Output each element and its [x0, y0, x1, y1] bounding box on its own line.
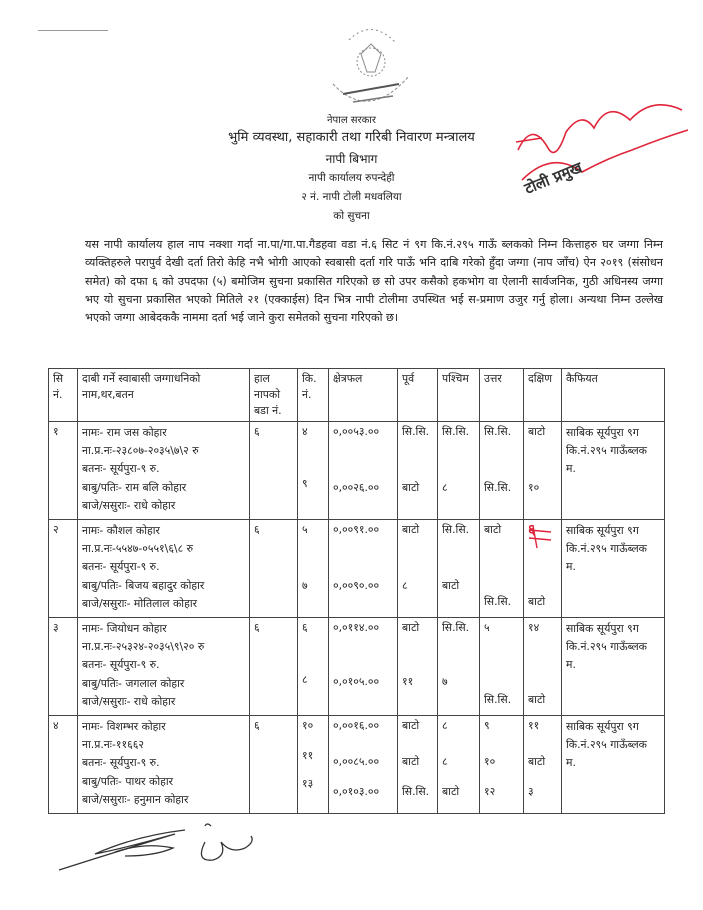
claimant-father: बाबु/पतिः- बिजय बहादुर कोहार: [82, 578, 205, 592]
header-ward: हाल नापको बडा नं.: [250, 369, 298, 422]
row-ward: ६: [250, 618, 298, 716]
kitta-value: ११: [302, 749, 314, 762]
claimant-address: बतनः- सूर्यपुरा-९ रु.: [82, 756, 160, 770]
west-value: सि.सि.: [442, 621, 470, 634]
table-row: [49, 716, 665, 814]
kitta-value: ५: [302, 523, 308, 536]
page-mark: [38, 30, 108, 31]
north-value: सि.सि.: [484, 425, 512, 438]
area-value: ०,००१६.००: [333, 719, 380, 732]
header-sn: सि नं.: [49, 369, 78, 422]
claimant-cell: [78, 520, 250, 618]
kitta-stack: [302, 620, 324, 713]
claimant-address: बतनः- सूर्यपुरा-९ रु.: [82, 462, 160, 476]
claimant-citizenship: ना.प्र.नः-२५३२४-२०३५\९\२० रु: [82, 640, 205, 654]
claimant-name: नामः- राम जस कोहार: [82, 426, 167, 439]
west-value: सि.सि.: [442, 425, 470, 438]
area-value: ०,००५३.००: [333, 425, 380, 438]
claimant-name: नामः- जियोधन कोहार: [82, 622, 167, 635]
row-ward: ६: [250, 716, 298, 814]
row-ward: ६: [250, 520, 298, 618]
row-ward: ६: [250, 422, 298, 520]
kitta-value: १३: [302, 777, 314, 790]
claimant-grandfather: बाजे/ससुराः- मोतिलाल कोहार: [82, 596, 198, 610]
notice-body: यस नापी कार्यालय हाल नाप नक्शा गर्दा ना.पा/गा.पा.गैडहवा वडा नं.६ सिट नं ९ग कि.नं.२९५ गाऊँ ब्लकको निम्न कित्ताहरु घर जग्गा निम्न व्यक्तिहरुले परापुर्व देखी दर्ता तिरो केहि नभै भोगी आएको स्वबासी दर्ता गरि पाऊँ भनि दाबि गरेको हुँदा जग्गा (नाप जाँच) ऐन २०१९ (संसोधन समेत) को दफा ६ को उपदफा (५) बमोजिम सुचना प्रकासित गरिएको छ सो उपर कसैको हकभोग वा ऐलानी सार्वजनिक, गुठी अधिनस्य जग्गा भए यो सुचना प्रकासित भएको मितिले २१ (एक्काईस) दिन भित्र नापी टोलीमा उपस्थित भई स-प्रमाण उजुर गर्नु होला। अन्यथा निम्न उल्लेख भएको जग्गा आबेदककै नाममा दर्ता भई जाने कुरा समेतको सुचना गरिएको छ।: [85, 238, 663, 325]
area-stack: [333, 718, 393, 811]
header-west: पश्चिम: [438, 369, 480, 422]
south-stack: [528, 424, 557, 517]
country-name: नेपाल सरकार: [327, 115, 376, 126]
claimant-table: [48, 368, 665, 814]
south-stack: [528, 718, 557, 811]
claimant-citizenship: ना.प्र.नः-११६६२: [82, 738, 144, 752]
claimant-cell: [78, 716, 250, 814]
east-stack: [402, 522, 433, 615]
header-area: क्षेत्रफल: [329, 369, 398, 422]
east-value: बाटो: [402, 621, 420, 634]
table-row: [49, 422, 665, 520]
area-value: ०,०१०३.००: [333, 785, 380, 798]
north-value: १०: [484, 755, 496, 768]
claimant-address: बतनः- सूर्यपुरा-९ रु.: [82, 658, 160, 672]
east-value: बाटो: [402, 719, 420, 732]
north-stack: [484, 718, 519, 811]
claimant-address: बतनः- सूर्यपुरा-९ रु.: [82, 560, 160, 574]
west-value: बाटो: [442, 579, 460, 592]
header-claimant: दाबी गर्ने स्वाबासी जग्गाधनिको नाम,थर,बतन: [78, 369, 250, 422]
east-value: ११: [402, 675, 414, 688]
department-name: नापी बिभाग: [325, 152, 378, 166]
area-stack: [333, 424, 393, 517]
west-stack: [442, 620, 475, 713]
south-value: बाटो: [528, 693, 546, 706]
team-head-handwritten-note: टोली प्रमुख: [521, 158, 585, 198]
area-value: ०,००८५.००: [333, 755, 380, 768]
claimant-father: बाबु/पतिः- पाथर कोहार: [82, 774, 174, 788]
south-value: ११: [528, 719, 540, 732]
claimant-father: बाबु/पतिः- राम बलि कोहार: [82, 480, 187, 494]
kitta-stack: [302, 522, 324, 615]
row-remarks: साबिक सूर्यपुरा ९ग कि.नं.२९५ गाऊँब्लक म.: [562, 618, 665, 716]
west-value: ७: [442, 675, 448, 688]
west-stack: [442, 718, 475, 811]
government-seal-icon: [313, 14, 425, 126]
north-stack: [484, 424, 519, 517]
row-sn: २: [49, 520, 78, 618]
east-value: बाटो: [402, 755, 420, 768]
kitta-value: १०: [302, 719, 314, 732]
north-value: बाटो: [484, 523, 502, 536]
signature-icon: [55, 812, 265, 882]
claimant-grandfather: बाजे/ससुराः- राधे कोहार: [82, 694, 176, 708]
area-value: ०,००९१.००: [333, 523, 380, 536]
kitta-value: ४: [302, 425, 308, 438]
row-remarks: साबिक सूर्यपुरा ९ग कि.नं.२९५ गाऊँब्लक म.: [562, 422, 665, 520]
row-sn: ३: [49, 618, 78, 716]
row-remarks: साबिक सूर्यपुरा ९ग कि.नं.२९५ गाऊँब्लक म.: [562, 520, 665, 618]
west-stack: [442, 424, 475, 517]
claimant-citizenship: ना.प्र.नः-५५४७-०५५१\६\८ रु: [82, 542, 194, 556]
west-value: ८: [442, 719, 448, 732]
east-value: सि.सि.: [402, 425, 430, 438]
notice-title: को सुचना: [333, 210, 370, 222]
area-value: ०,००९०.००: [333, 579, 380, 592]
east-stack: [402, 424, 433, 517]
kitta-value: ७: [302, 579, 308, 592]
header-east: पूर्व: [398, 369, 438, 422]
south-value: ३: [528, 785, 534, 798]
west-value: बाटो: [442, 785, 460, 798]
header-kitta: कि. नं.: [298, 369, 329, 422]
east-value: सि.सि.: [402, 785, 430, 798]
south-value: बाटो: [528, 425, 546, 438]
row-sn: ४: [49, 716, 78, 814]
table-row: [49, 520, 665, 618]
north-value: १२: [484, 785, 496, 798]
claimant-cell: [78, 422, 250, 520]
south-value: १४: [528, 621, 540, 634]
red-correction-mark: ६: [528, 522, 536, 538]
area-stack: [333, 620, 393, 713]
east-value: बाटो: [402, 523, 420, 536]
kitta-value: ६: [302, 621, 308, 634]
north-value: सि.सि.: [484, 481, 512, 494]
table-header-row: [49, 369, 665, 422]
area-stack: [333, 522, 393, 615]
area-value: ०,००२६.००: [333, 481, 380, 494]
kitta-stack: [302, 424, 324, 517]
east-stack: [402, 620, 433, 713]
south-stack: [528, 620, 557, 713]
office-name: नापी कार्यालय रुपन्देही: [308, 172, 395, 184]
north-stack: [484, 522, 519, 615]
north-value: सि.सि.: [484, 595, 512, 608]
north-value: ९: [484, 719, 490, 732]
kitta-stack: [302, 718, 324, 811]
west-value: सि.सि.: [442, 523, 470, 536]
north-value: ५: [484, 621, 490, 634]
claimant-grandfather: बाजे/ससुराः- राधे कोहार: [82, 498, 176, 512]
claimant-name: नामः- कौशल कोहार: [82, 524, 160, 537]
area-value: ०,०१०५.००: [333, 675, 380, 688]
kitta-value: ८: [302, 673, 308, 686]
team-name: २ नं. नापी टोली मधवलिया: [301, 191, 402, 203]
north-value: सि.सि.: [484, 693, 512, 706]
claimant-grandfather: बाजे/ससुराः- हनुमान कोहार: [82, 792, 189, 806]
south-value: बाटो: [528, 595, 546, 608]
south-value: १०: [528, 481, 540, 494]
row-sn: १: [49, 422, 78, 520]
west-value: ८: [442, 481, 448, 494]
table-row: [49, 618, 665, 716]
south-value: बाटो: [528, 755, 546, 768]
header-south: दक्षिण: [524, 369, 562, 422]
west-stack: [442, 522, 475, 615]
claimant-name: नामः- विशम्भर कोहार: [82, 720, 166, 733]
row-remarks: साबिक सूर्यपुरा ९ग कि.नं.२९५ गाऊँब्लक म.: [562, 716, 665, 814]
north-stack: [484, 620, 519, 713]
kitta-value: ९: [302, 477, 308, 490]
claimant-cell: [78, 618, 250, 716]
east-value: ८: [402, 579, 408, 592]
area-value: ०,०११४.००: [333, 621, 380, 634]
claimant-citizenship: ना.प्र.नः-२३८०७-२०३५\७\२ रु: [82, 444, 199, 458]
ministry-name: भुमि व्यवस्था, सहाकारी तथा गरिबी निवारण मन्त्रालय: [228, 130, 475, 145]
east-stack: [402, 718, 433, 811]
east-value: बाटो: [402, 481, 420, 494]
red-strike-icon: [527, 524, 553, 550]
header-north: उत्तर: [480, 369, 524, 422]
header-remarks: कैफियत: [562, 369, 665, 422]
west-value: ८: [442, 755, 448, 768]
claimant-father: बाबु/पतिः- जगलाल कोहार: [82, 676, 185, 690]
